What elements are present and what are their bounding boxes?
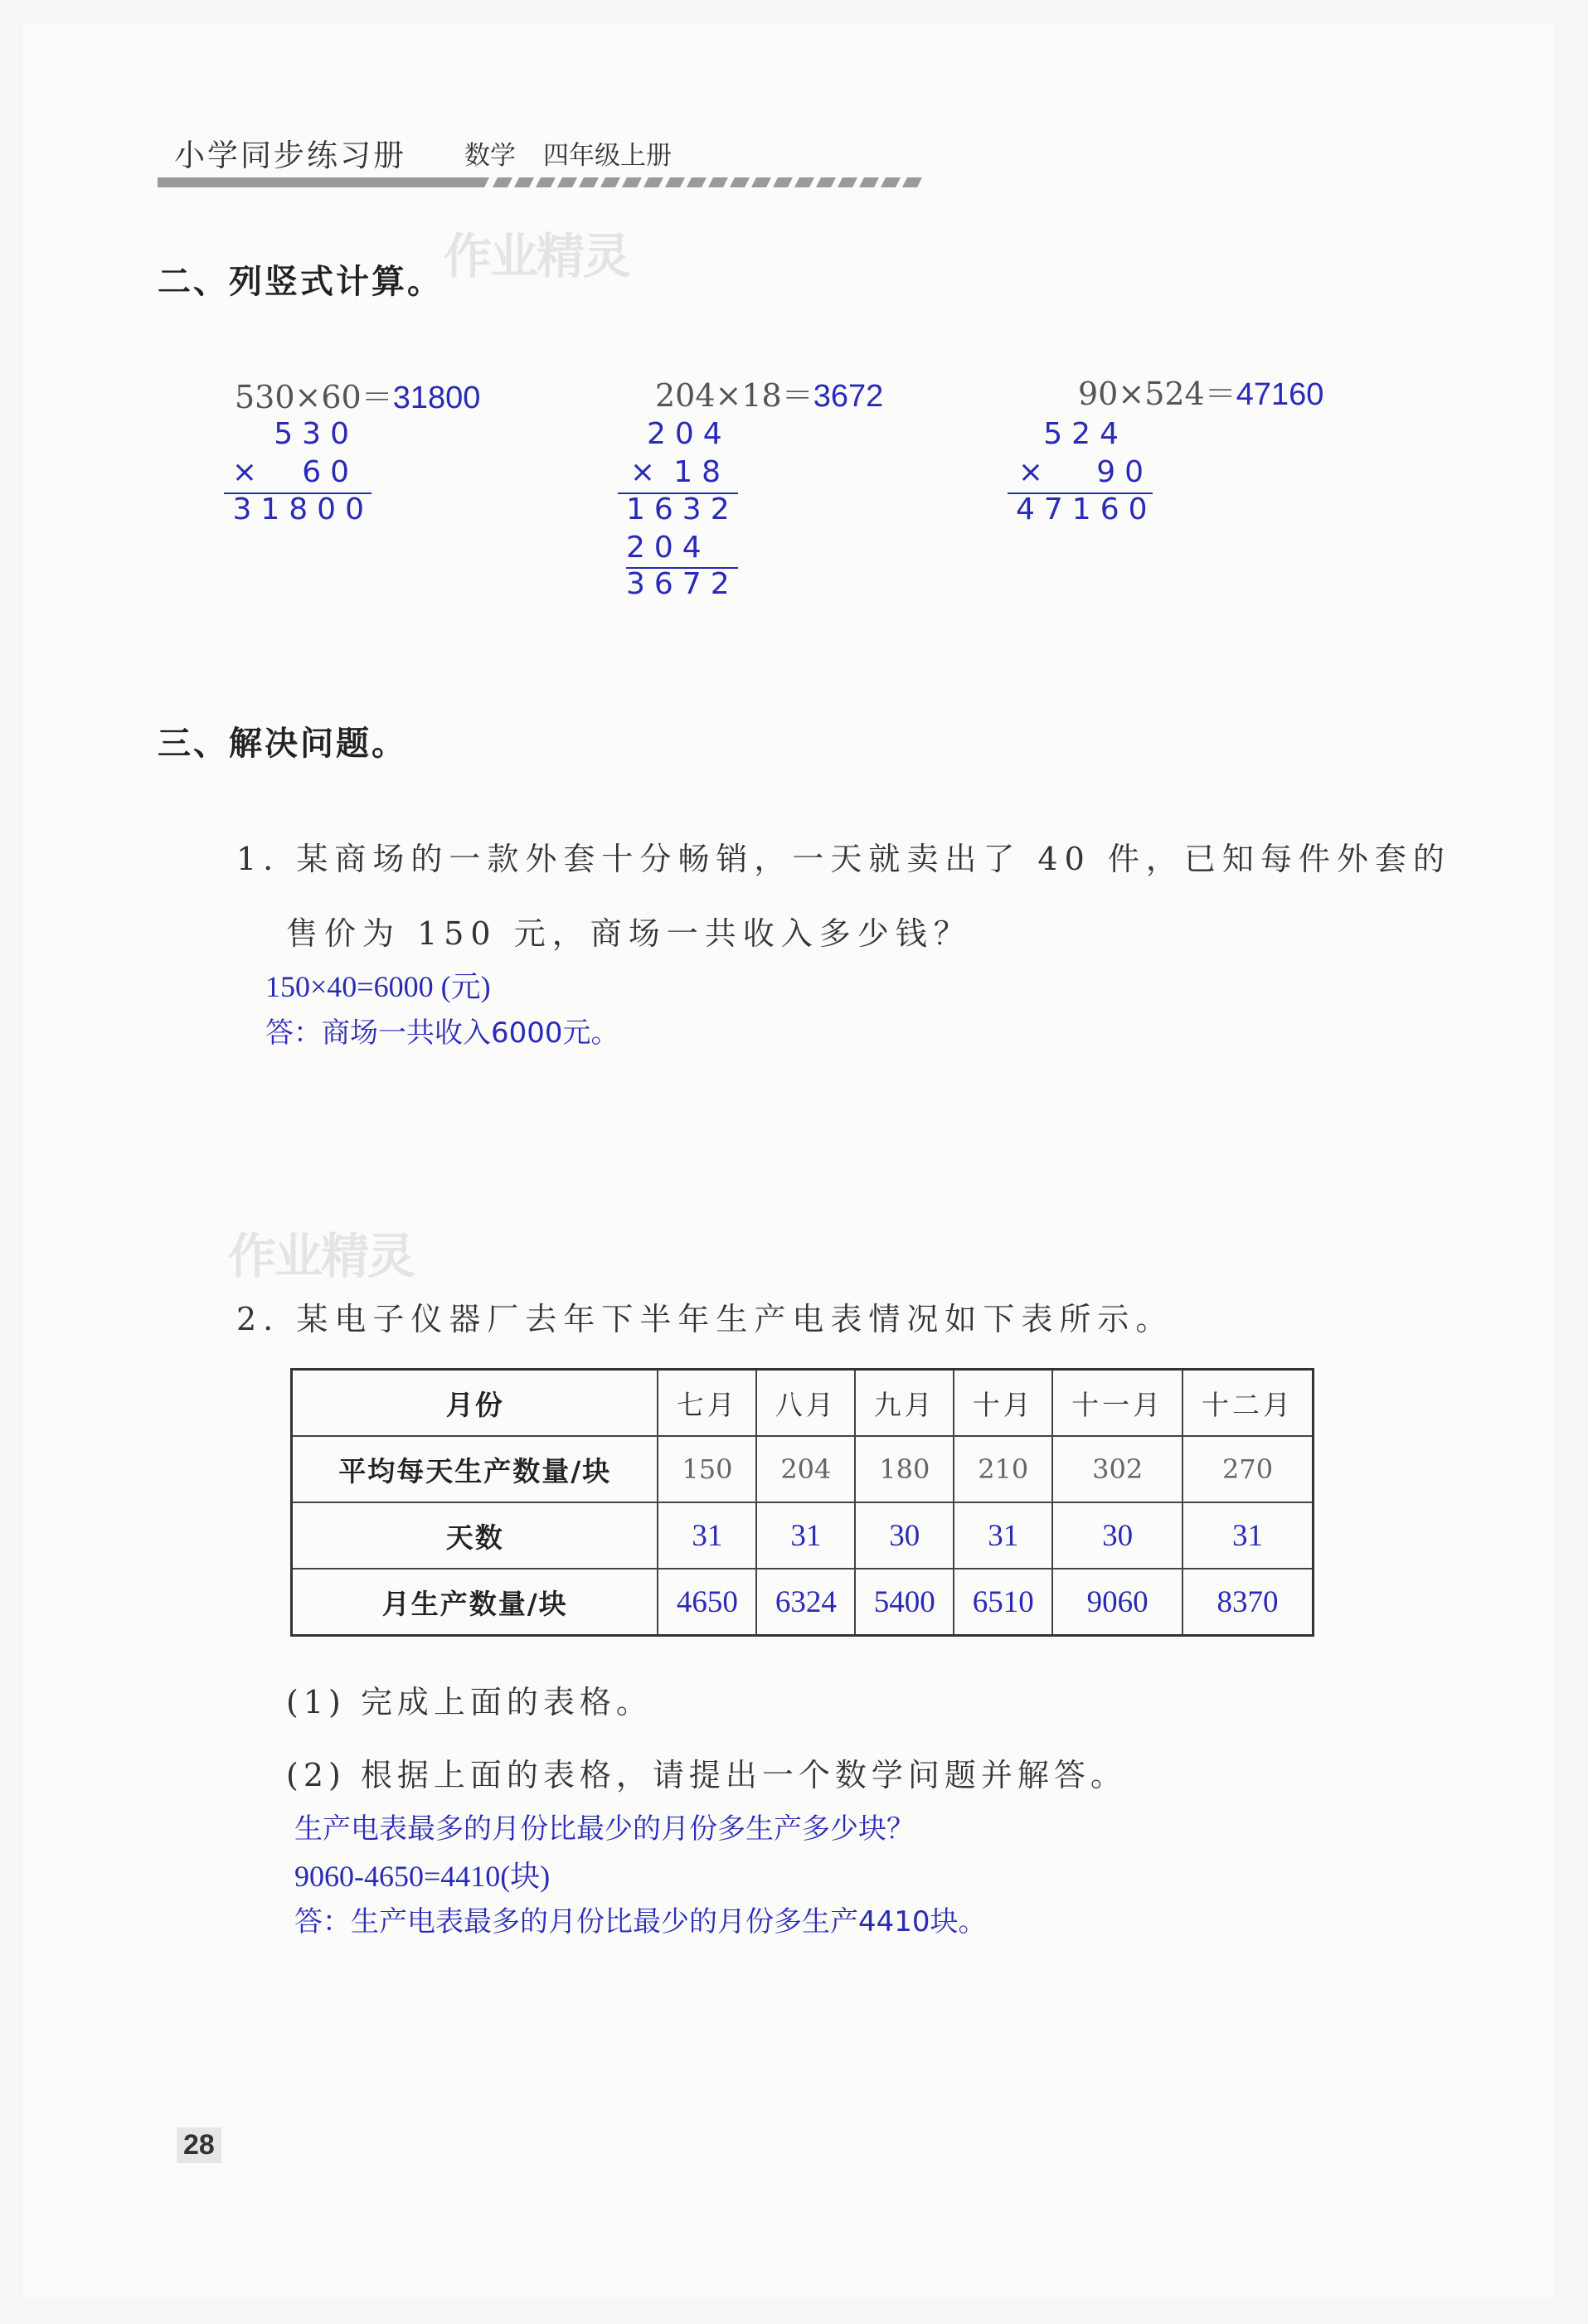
p2-op: × [629, 455, 655, 489]
table-cell: 9060 [1052, 1569, 1183, 1636]
watermark-logo: 作业精灵 [444, 228, 630, 284]
row-label: 天数 [292, 1502, 658, 1569]
q1-calculation: 150×40=6000 (元) [265, 970, 491, 1003]
p2-top: 204 [647, 417, 731, 451]
p3-bottom: 90 [1096, 455, 1153, 489]
table-cell: 31 [954, 1502, 1052, 1569]
calc-problem-2 [655, 370, 883, 415]
table-cell: 150 [658, 1436, 756, 1502]
p2-partial-1: 1632 [626, 492, 739, 526]
grade-label: 四年级上册 [543, 141, 672, 171]
table-cell: 30 [1052, 1502, 1183, 1569]
production-table [290, 1368, 1314, 1637]
p1-top: 530 [274, 417, 358, 451]
q2-sub-1: (1) 完成上面的表格。 [286, 1684, 653, 1720]
table-row [292, 1502, 1314, 1569]
problem-1-expression: 530×60＝ [235, 379, 393, 415]
p3-top: 524 [1043, 417, 1128, 451]
table-row [292, 1436, 1314, 1502]
row-label: 月生产数量/块 [292, 1569, 658, 1636]
table-cell: 204 [756, 1436, 855, 1502]
q2-answer: 答：生产电表最多的月份比最少的月份多生产4410块。 [294, 1905, 987, 1938]
problem-2-expression: 204×18＝ [655, 377, 813, 414]
page-number: 28 [177, 2128, 221, 2163]
subject-label: 数学 [464, 141, 516, 171]
month-cell: 九月 [855, 1370, 954, 1437]
p1-bottom: 60 [302, 455, 358, 489]
month-cell: 十月 [954, 1370, 1052, 1437]
calc-problem-1 [235, 371, 480, 417]
book-title: 小学同步练习册 [174, 138, 406, 173]
table-cell: 4650 [658, 1569, 756, 1636]
workbook-page [23, 23, 1553, 2299]
table-cell: 180 [855, 1436, 954, 1502]
row-label: 平均每天生产数量/块 [292, 1436, 658, 1502]
calc-problem-3 [1078, 368, 1323, 414]
q2-calculation: 9060-4650=4410(块) [294, 1860, 551, 1893]
watermark-logo-2: 作业精灵 [228, 1228, 415, 1284]
p3-result: 47160 [1016, 492, 1157, 526]
table-cell: 270 [1183, 1436, 1313, 1502]
month-cell: 十二月 [1183, 1370, 1313, 1437]
q2-text: 2. 某电子仪器厂去年下半年生产电表情况如下表所示。 [236, 1301, 1174, 1337]
header-decorative-bar [158, 176, 929, 189]
table-header-label: 月份 [292, 1370, 658, 1437]
section-3-title: 三、解决问题。 [158, 725, 407, 763]
q1-text-line-1: 1. 某商场的一款外套十分畅销，一天就卖出了 40 件，已知每件外套的 [236, 841, 1451, 877]
p2-partial-2: 204 [626, 531, 711, 565]
problem-2-answer: 3672 [813, 379, 884, 414]
table-cell: 6324 [756, 1569, 855, 1636]
p2-result: 3672 [626, 567, 739, 601]
q2-proposed-question: 生产电表最多的月份比最少的月份多生产多少块？ [294, 1812, 915, 1846]
p1-result: 31800 [232, 492, 373, 526]
problem-3-answer: 47160 [1236, 377, 1324, 412]
month-cell: 七月 [658, 1370, 756, 1437]
month-cell: 八月 [756, 1370, 855, 1437]
q1-answer: 答：商场一共收入6000元。 [265, 1016, 619, 1050]
table-cell: 31 [756, 1502, 855, 1569]
problem-1-answer: 31800 [392, 381, 481, 415]
section-2-title: 二、列竖式计算。 [158, 263, 443, 301]
month-cell: 十一月 [1052, 1370, 1183, 1437]
problem-3-expression: 90×524＝ [1078, 376, 1236, 412]
table-row [292, 1569, 1314, 1636]
table-header-row [292, 1370, 1314, 1437]
q1-text-line-2: 售价为 150 元，商场一共收入多少钱？ [286, 915, 972, 952]
p2-bottom: 18 [673, 455, 730, 489]
q2-sub-2: (2) 根据上面的表格，请提出一个数学问题并解答。 [286, 1757, 1127, 1793]
table-cell: 30 [855, 1502, 954, 1569]
table-cell: 6510 [954, 1569, 1052, 1636]
table-cell: 31 [1183, 1502, 1313, 1569]
p3-op: × [1017, 455, 1043, 489]
table-cell: 31 [658, 1502, 756, 1569]
table-cell: 210 [954, 1436, 1052, 1502]
p1-op: × [231, 455, 257, 489]
table-cell: 302 [1052, 1436, 1183, 1502]
table-cell: 8370 [1183, 1569, 1313, 1636]
table-cell: 5400 [855, 1569, 954, 1636]
